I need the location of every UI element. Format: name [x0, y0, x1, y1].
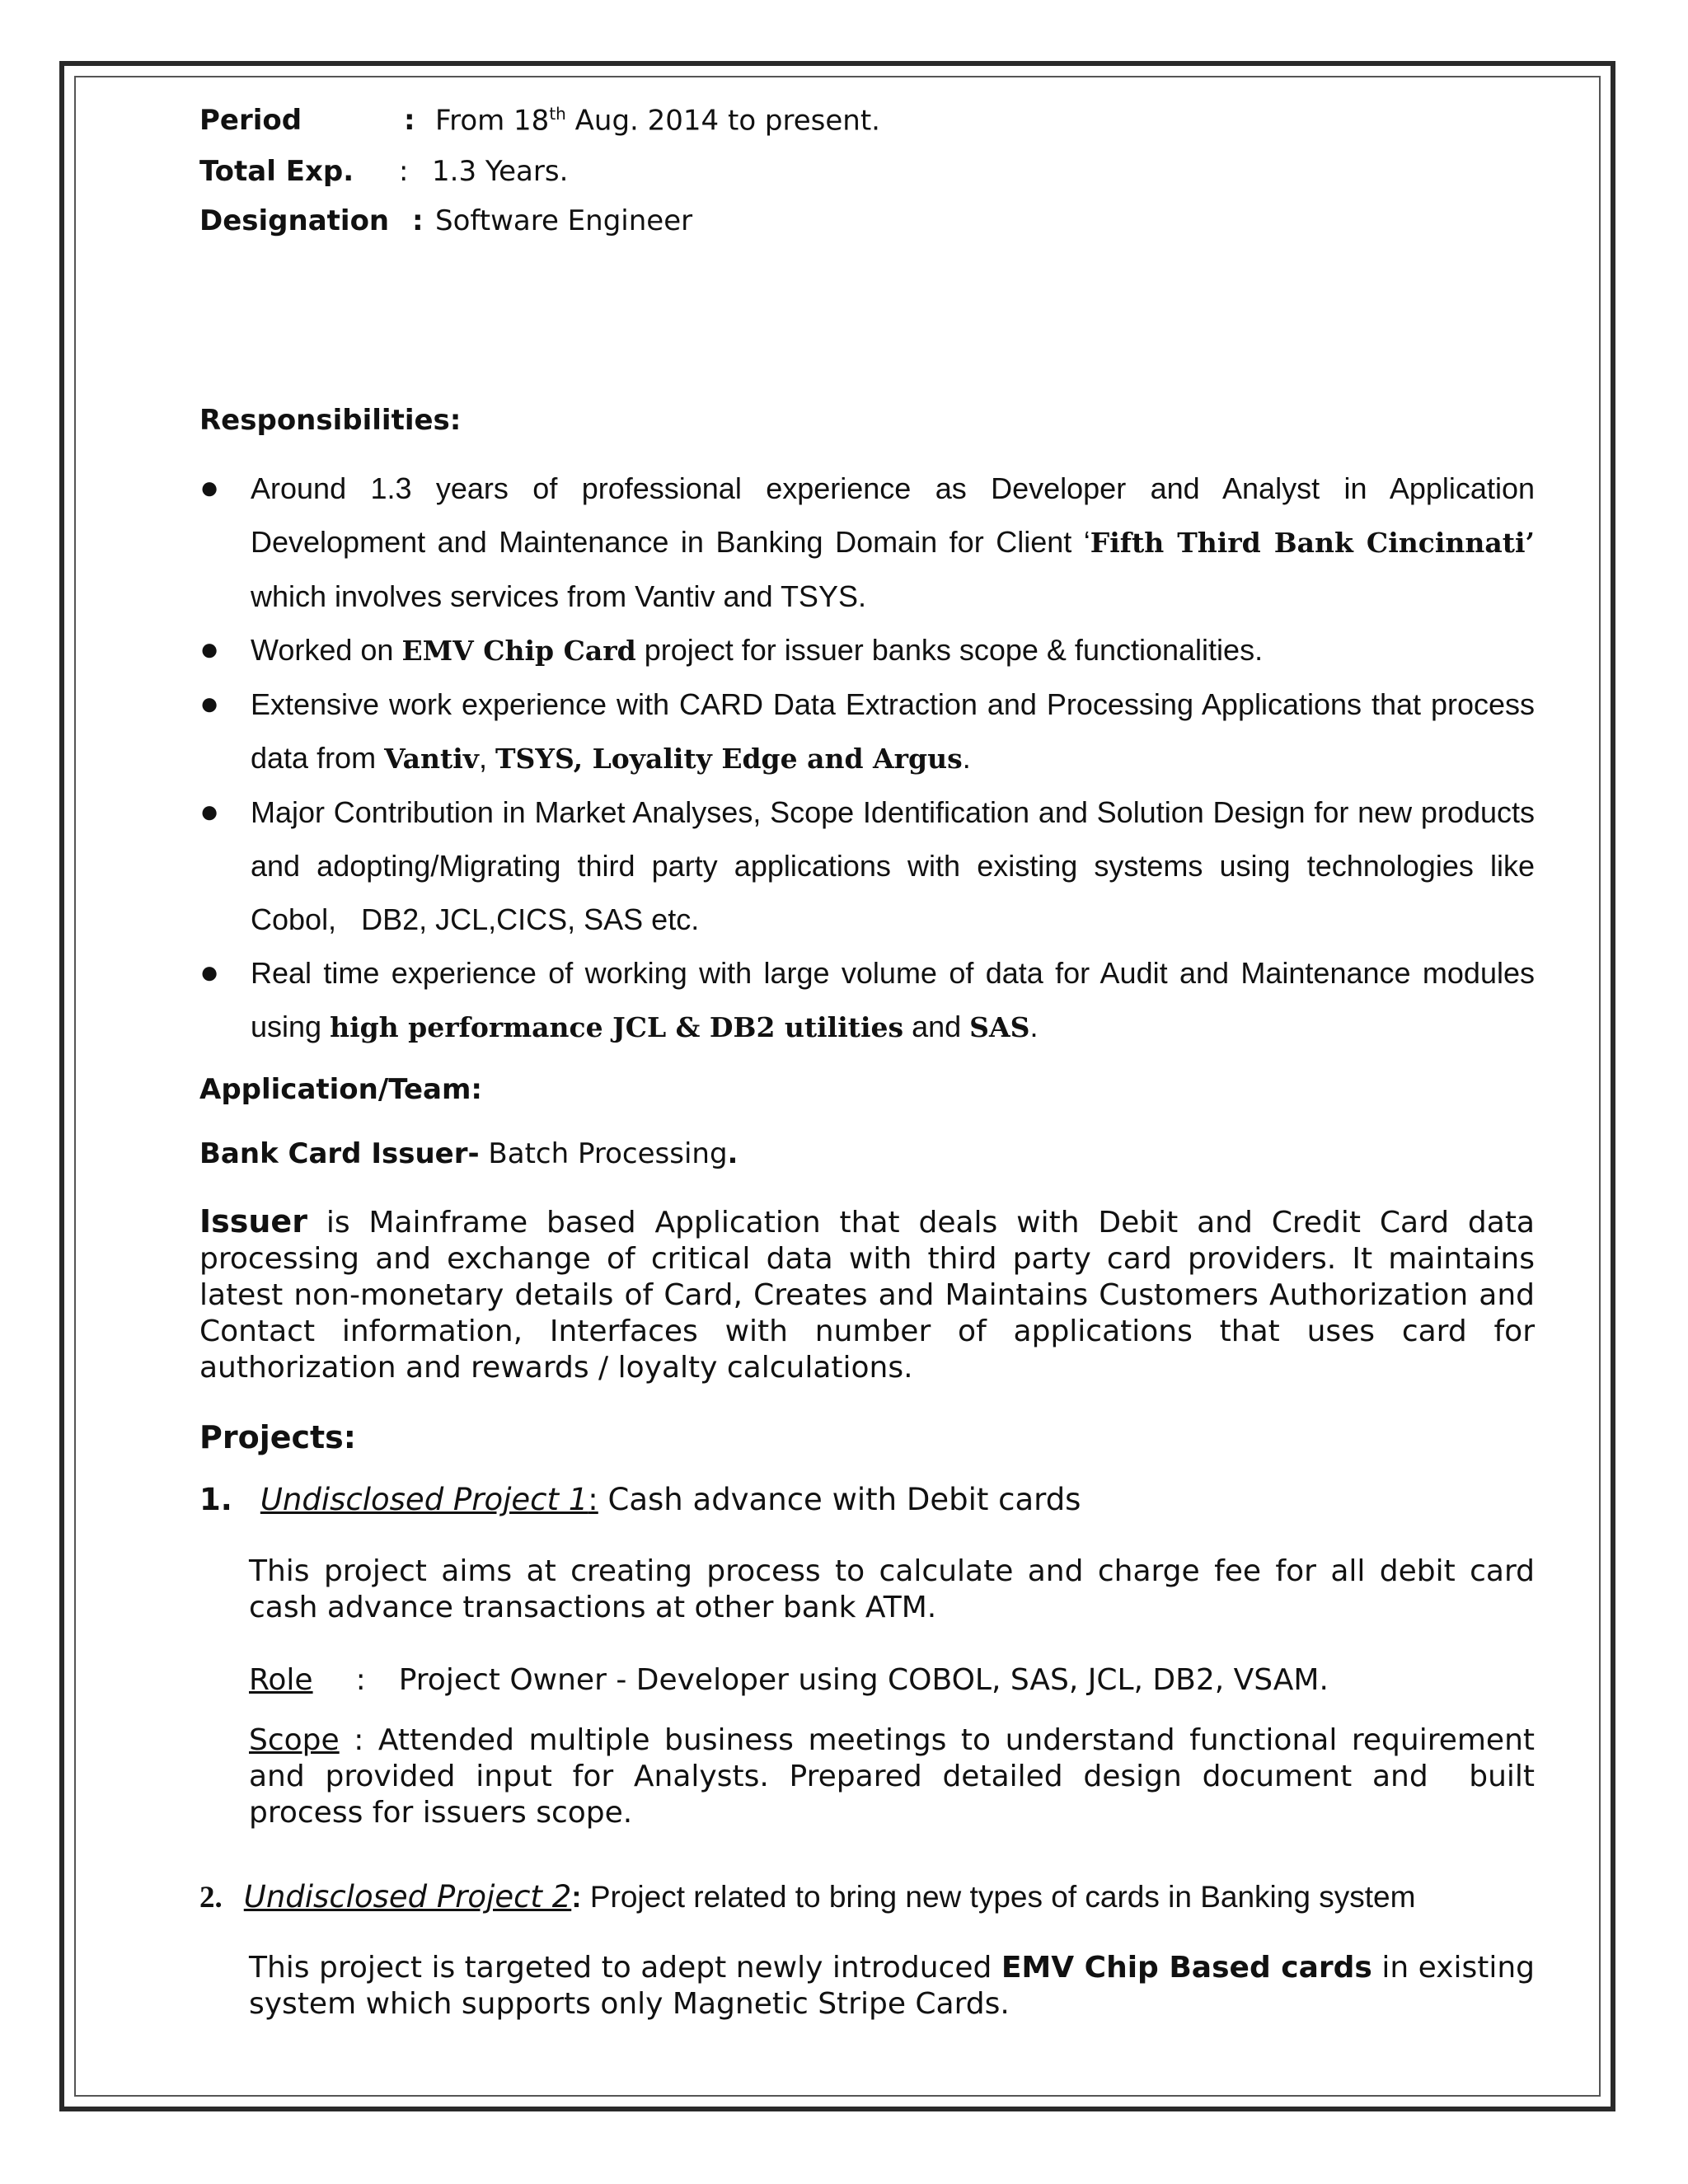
colon: :	[571, 1880, 582, 1914]
projects-heading: Projects:	[199, 1419, 356, 1455]
scope-label: Scope	[249, 1723, 340, 1757]
project-2-number: 2.	[199, 1881, 223, 1915]
total-exp-value: 1.3 Years.	[432, 155, 569, 188]
issuer-bold: Issuer	[199, 1203, 307, 1240]
period-value-start: From 18	[435, 104, 550, 138]
project-2-description	[249, 1950, 1535, 2022]
responsibilities-heading: Responsibilities:	[199, 404, 462, 437]
designation-colon: :	[412, 204, 424, 237]
role-colon: :	[355, 1663, 366, 1697]
bullet-icon: ●	[199, 686, 220, 722]
emv-chip-card: EMV Chip Card	[401, 635, 636, 667]
bullet-text-end: which involves services from Vantiv and TSYS.	[251, 579, 866, 613]
project-1-number: 1.	[199, 1482, 232, 1517]
and-text: and	[903, 1010, 970, 1043]
client-name: Fifth Third Bank Cincinnati’	[1090, 527, 1535, 559]
bullet-icon: ●	[199, 954, 220, 991]
bullet-text: Worked on	[251, 633, 402, 667]
period-label: Period	[199, 104, 302, 137]
issuer-description	[199, 1203, 1535, 1386]
list-item	[199, 946, 1535, 1054]
issuer-label: Bank Card Issuer-	[199, 1137, 480, 1170]
project-1-role	[249, 1663, 1329, 1697]
bullet-icon: ●	[199, 794, 220, 830]
providers: TSYS, Loyality Edge and Argus	[495, 743, 963, 775]
period-value	[435, 104, 880, 137]
project-2-name: Undisclosed Project 2	[243, 1879, 572, 1915]
list-item	[199, 462, 1535, 623]
bullet-text: Real time experience of working with large volume of data for Audit and Maintenance modules using	[251, 956, 1535, 1043]
emv-chip-based-cards: EMV Chip Based cards	[1001, 1951, 1372, 1985]
bullet-text: Around 1.3 years of professional experience as Developer and Analyst in Application Development and Maintenance in Banking Domain for Client ‘	[251, 471, 1535, 559]
role-label: Role	[249, 1663, 313, 1697]
issuer-value: Batch Processing	[479, 1137, 728, 1170]
project-1-name: Undisclosed Project 1	[260, 1482, 588, 1517]
project-1-description: This project aims at creating process to calculate and charge fee for all debit card cash advance transactions at other bank ATM.	[249, 1554, 1535, 1624]
utilities: high performance JCL & DB2 utilities	[330, 1011, 904, 1043]
project-2-title	[199, 1879, 1415, 1915]
bullet-icon: ●	[199, 470, 220, 506]
project-1-scope	[249, 1722, 1545, 1831]
responsibilities-list	[199, 462, 1544, 1054]
application-heading: Application/Team:	[199, 1073, 482, 1106]
bullet-icon: ●	[199, 631, 220, 668]
project-2-subtitle: Project related to bring new types of cards in Banking system	[581, 1880, 1416, 1914]
designation-label: Designation	[199, 204, 390, 237]
role-value: Project Owner - Developer using COBOL, SAS, JCL, DB2, VSAM.	[398, 1663, 1329, 1697]
period-colon: :	[404, 104, 415, 137]
designation-value: Software Engineer	[435, 204, 693, 237]
period-superscript: th	[549, 104, 566, 124]
comma: ,	[478, 741, 495, 775]
p2-desc-start: This project is targeted to adept newly introduced	[249, 1951, 1001, 1985]
sas: SAS	[969, 1011, 1030, 1043]
list-item	[199, 623, 1535, 677]
period-mark: .	[962, 741, 971, 775]
bullet-text-end: project for issuer banks scope & functionalities.	[635, 633, 1264, 667]
scope-value: : Attended multiple business meetings to understand functional requirement and provided input for Analysts. Prepared detailed design document and built process for issuers scope.	[249, 1723, 1545, 1830]
period-mark: .	[727, 1137, 738, 1170]
period-value-end: Aug. 2014 to present.	[565, 104, 880, 138]
project-1-title	[199, 1482, 1081, 1517]
vantiv: Vantiv	[384, 743, 479, 775]
period-mark: .	[1029, 1010, 1039, 1043]
list-item	[199, 785, 1544, 946]
p2-desc-end: in existing system which supports only Magnetic Stripe Cards.	[249, 1951, 1535, 2021]
issuer-desc-text: is Mainframe based Application that deals with Debit and Credit Card data processing and exchange of critical data with third party card providers. It maintains latest non-monetary details of Card, Creates and Maintains Customers Authorization and Contact information, Interfaces with number of applications that uses card for authorization and rewards / loyalty calculations.	[199, 1206, 1535, 1385]
issuer-line	[199, 1137, 738, 1170]
bullet-text: Extensive work experience with CARD Data Extraction and Processing Applications that process data from	[251, 687, 1535, 775]
list-item	[199, 677, 1535, 785]
total-exp-colon: :	[399, 155, 409, 188]
total-exp-label: Total Exp.	[199, 155, 354, 188]
colon: :	[588, 1482, 598, 1517]
project-1-subtitle: Cash advance with Debit cards	[598, 1482, 1081, 1517]
bullet-text: Major Contribution in Market Analyses, Scope Identification and Solution Design for new products and adopting/Migrating third party applications with existing systems using technologies like Cobol, DB2, JCL,CICS, SAS etc.	[251, 795, 1544, 936]
